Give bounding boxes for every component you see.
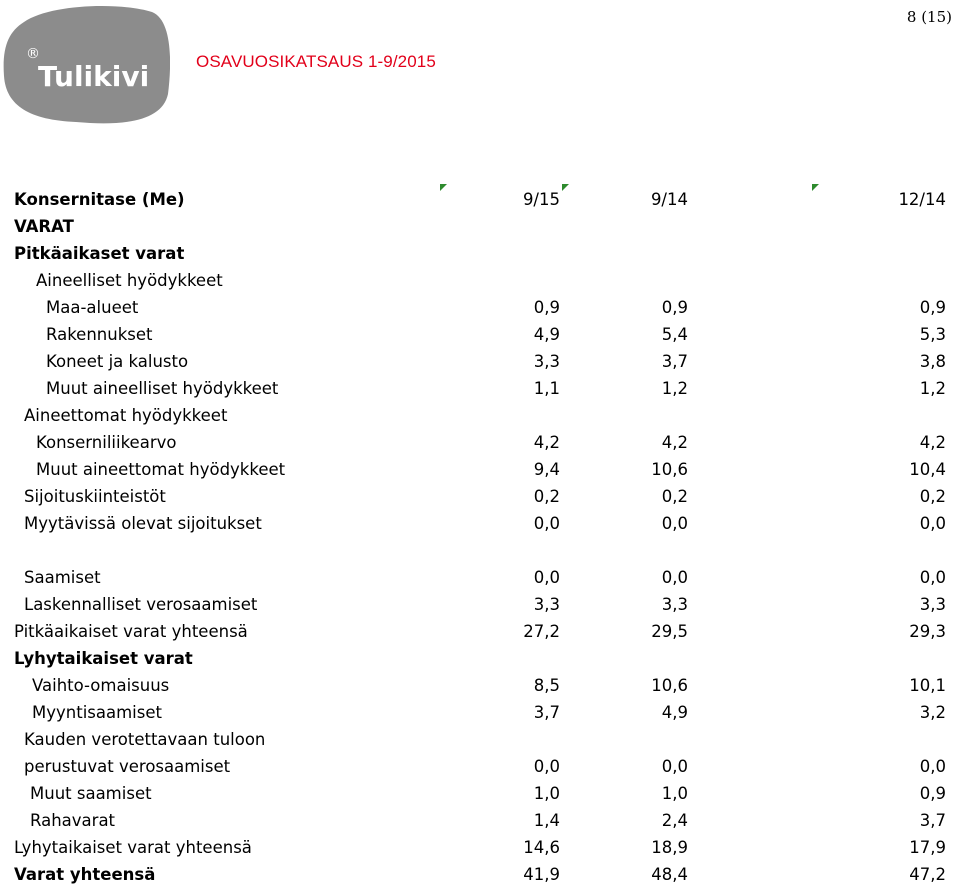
table-row xyxy=(14,618,954,645)
column-header: 9/14 xyxy=(650,190,688,209)
row-label: Muut aineelliset hyödykkeet xyxy=(46,379,279,398)
table-row xyxy=(14,672,954,699)
table-row xyxy=(14,834,954,861)
row-label: perustuvat verosaamiset xyxy=(24,757,231,776)
row-value: 3,7 xyxy=(919,811,946,830)
row-label: Aineettomat hyödykkeet xyxy=(24,406,228,425)
row-label: Saamiset xyxy=(24,568,101,587)
table-row xyxy=(14,753,954,780)
table-row xyxy=(14,483,954,510)
row-value: 1,2 xyxy=(661,379,688,398)
row-label: Muut saamiset xyxy=(30,784,152,803)
row-value: 1,0 xyxy=(661,784,688,803)
row-label: Rahavarat xyxy=(30,811,116,830)
row-value: 1,1 xyxy=(533,379,560,398)
company-logo xyxy=(2,2,170,124)
row-label: Kauden verotettavaan tuloon xyxy=(24,730,266,749)
row-label: Koneet ja kalusto xyxy=(46,352,189,371)
row-value: 3,7 xyxy=(533,703,560,722)
table-row xyxy=(14,807,954,834)
row-value: 3,3 xyxy=(533,595,560,614)
table-row xyxy=(14,780,954,807)
row-value: 5,3 xyxy=(919,325,946,344)
row-value: 0,9 xyxy=(661,298,688,317)
row-value: 4,9 xyxy=(661,703,688,722)
row-value: 27,2 xyxy=(523,622,560,641)
row-value: 10,6 xyxy=(651,676,688,695)
row-value: 3,7 xyxy=(661,352,688,371)
table-heading: Konsernitase (Me) xyxy=(14,190,185,209)
row-label: Maa-alueet xyxy=(46,298,139,317)
row-value: 1,4 xyxy=(533,811,560,830)
row-value: 10,4 xyxy=(909,460,946,479)
row-label: Pitkäaikaset varat xyxy=(14,244,185,263)
row-value: 17,9 xyxy=(909,838,946,857)
row-value: 5,4 xyxy=(661,325,688,344)
row-value: 0,0 xyxy=(919,514,946,533)
row-value: 4,2 xyxy=(919,433,946,452)
row-label: Pitkäaikaiset varat yhteensä xyxy=(14,622,248,641)
row-value: 8,5 xyxy=(533,676,560,695)
row-value: 3,8 xyxy=(919,352,946,371)
table-row xyxy=(14,726,954,753)
table-row xyxy=(14,213,954,240)
row-value: 29,3 xyxy=(909,622,946,641)
row-value: 0,0 xyxy=(533,568,560,587)
table-row xyxy=(14,456,954,483)
row-label: Muut aineettomat hyödykkeet xyxy=(36,460,286,479)
table-row xyxy=(14,348,954,375)
row-label: VARAT xyxy=(14,217,74,236)
row-value: 4,9 xyxy=(533,325,560,344)
table-row xyxy=(14,861,954,888)
row-value: 0,0 xyxy=(661,568,688,587)
row-value: 9,4 xyxy=(533,460,560,479)
row-label: Myyntisaamiset xyxy=(32,703,162,722)
row-value: 4,2 xyxy=(533,433,560,452)
row-value: 1,0 xyxy=(533,784,560,803)
row-label: Rakennukset xyxy=(46,325,153,344)
balance-sheet-table xyxy=(14,186,954,888)
table-row xyxy=(14,699,954,726)
table-row xyxy=(14,591,954,618)
row-value: 0,0 xyxy=(661,757,688,776)
table-row xyxy=(14,375,954,402)
row-value: 3,3 xyxy=(661,595,688,614)
row-value: 4,2 xyxy=(661,433,688,452)
row-label: Sijoituskiinteistöt xyxy=(24,487,166,506)
row-value: 0,2 xyxy=(661,487,688,506)
row-value: 0,0 xyxy=(533,514,560,533)
report-title: OSAVUOSIKATSAUS 1-9/2015 xyxy=(196,52,436,71)
row-value: 10,1 xyxy=(909,676,946,695)
row-value: 48,4 xyxy=(651,865,688,884)
row-value: 2,4 xyxy=(661,811,688,830)
row-value: 0,0 xyxy=(919,757,946,776)
row-label: Varat yhteensä xyxy=(14,865,156,884)
row-value: 1,2 xyxy=(919,379,946,398)
row-value: 10,6 xyxy=(651,460,688,479)
table-row xyxy=(14,321,954,348)
row-value: 3,2 xyxy=(919,703,946,722)
page-number: 8 (15) xyxy=(906,8,952,26)
table-row xyxy=(14,510,954,537)
column-header: 9/15 xyxy=(522,190,560,209)
row-value: 0,9 xyxy=(919,298,946,317)
row-value: 0,0 xyxy=(533,757,560,776)
row-value: 0,9 xyxy=(533,298,560,317)
table-row xyxy=(14,240,954,267)
column-header: 12/14 xyxy=(898,190,946,209)
row-value: 0,2 xyxy=(533,487,560,506)
row-label: Laskennalliset verosaamiset xyxy=(24,595,258,614)
row-value: 0,0 xyxy=(661,514,688,533)
row-value: 29,5 xyxy=(651,622,688,641)
row-value: 47,2 xyxy=(909,865,946,884)
row-label: Vaihto-omaisuus xyxy=(32,676,170,695)
row-label: Konserniliikearvo xyxy=(36,433,177,452)
logo-registered-mark: ® xyxy=(26,46,40,62)
table-row xyxy=(14,429,954,456)
row-value: 0,0 xyxy=(919,568,946,587)
table-row xyxy=(14,402,954,429)
row-value: 0,9 xyxy=(919,784,946,803)
table-row xyxy=(14,645,954,672)
row-label: Lyhytaikaiset varat yhteensä xyxy=(14,838,252,857)
row-label: Myytävissä olevat sijoitukset xyxy=(24,514,262,533)
row-label: Lyhytaikaiset varat xyxy=(14,649,193,668)
table-row xyxy=(14,294,954,321)
row-value: 41,9 xyxy=(523,865,560,884)
logo-text: Tulikivi xyxy=(38,60,150,93)
row-value: 3,3 xyxy=(533,352,560,371)
row-value: 18,9 xyxy=(651,838,688,857)
table-header-row xyxy=(14,186,954,213)
row-value: 3,3 xyxy=(919,595,946,614)
row-value: 0,2 xyxy=(919,487,946,506)
table-row xyxy=(14,564,954,591)
table-spacer-row xyxy=(14,537,954,564)
row-value: 14,6 xyxy=(523,838,560,857)
row-label: Aineelliset hyödykkeet xyxy=(36,271,223,290)
table-row xyxy=(14,267,954,294)
